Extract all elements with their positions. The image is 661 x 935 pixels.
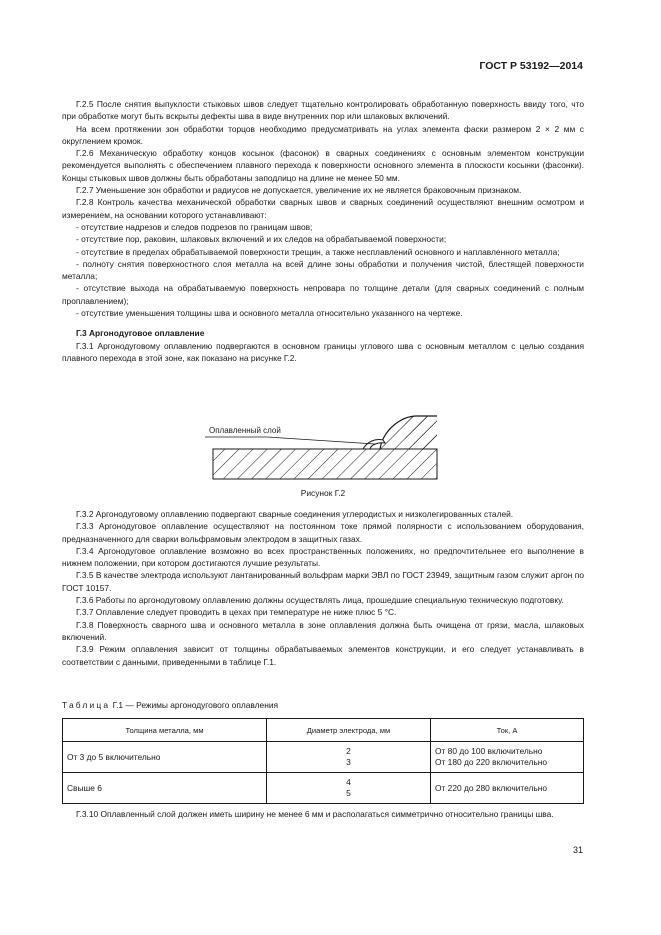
modes-table [62, 718, 584, 804]
figure-g2 [205, 412, 445, 482]
list-item: - отсутствие выхода на обрабатываемую поверхность непровара по толщине детали (для сварных соединений с полным проплавлением); [62, 283, 584, 306]
cell-thickness: Свыше 6 [63, 773, 267, 804]
paragraph-g36: Г.3.6 Работы по аргонодуговому оплавлению должны осуществлять лица, прошедшие специальную техническую подготовку. [76, 595, 564, 606]
list-item: - полноту снятия поверхностного слоя металла на всей длине зоны обработки и получения чистой, блестящей поверхности металла; [62, 258, 584, 282]
text-block-top [62, 98, 584, 364]
diameter-value: 4 [346, 777, 351, 787]
document-code: ГОСТ Р 53192—2014 [479, 60, 583, 72]
paragraph-g35: Г.3.5 В качестве электрода используют лантанированный вольфрам марки ЭВЛ по ГОСТ 23949, защитным газом служит аргон по ГОСТ 10157. [62, 570, 584, 593]
table-title [62, 700, 278, 710]
cell-diameter [267, 773, 431, 804]
paragraph-chamfer: На всем протяжении зон обработки торцов необходимо предусматривать на углах элемента фаски размером 2 × 2 мм с округлением кромок. [62, 123, 584, 146]
column-header-thickness: Толщина металла, мм [63, 719, 267, 742]
diameter-value: 3 [346, 757, 351, 767]
table-header-row [63, 719, 584, 742]
page-number: 31 [572, 845, 583, 855]
paragraph-g25: Г.2.5 После снятия выпуклости стыковых швов следует тщательно контролировать обработанную поверхность ввиду того, что при обработке могут быть вскрыты дефекты шва в виде внутренних пор или шлаковых включений. [62, 99, 584, 122]
current-value: От 220 до 280 включительно [435, 782, 548, 793]
section-heading: Г.3 Аргонодуговое оплавление [76, 328, 205, 339]
figure-label: Оплавленный слой [209, 426, 281, 435]
cell-diameter [267, 742, 431, 773]
cell-thickness: От 3 до 5 включительно [63, 742, 267, 773]
paragraph-g37: Г.3.7 Оплавление следует проводить в цехах при температуре не ниже плюс 5 °С. [76, 607, 397, 618]
paragraph-g31: Г.3.1 Аргонодуговому оплавлению подвергаются в основном границы углового шва с основным металлом с целью создания плавного перехода в этой зоне, как показано на рисунке Г.2. [62, 340, 584, 363]
list-item: - отсутствие в пределах обрабатываемой поверхности трещин, а также несплавлений основного и наплавленного металла; [76, 246, 560, 257]
figure-caption: Рисунок Г.2 [300, 488, 346, 498]
table-row [63, 773, 584, 804]
cell-current [431, 773, 584, 804]
text-block-end [62, 808, 584, 820]
column-header-current: Ток, А [431, 719, 584, 742]
paragraph-g34: Г.3.4 Аргонодуговое оплавление возможно во всех пространственных положениях, но предпочтительнее его выполнение в нижнем положении, при котором достигаются лучшие результаты. [62, 545, 584, 569]
weld-drawing [205, 412, 445, 482]
current-value: От 180 до 220 включительно [435, 757, 548, 767]
paragraph-g28: Г.2.8 Контроль качества механической обработки сварных швов и сварных соединений осуществляют внешним осмотром и измерением, на основании которого устанавливают: [62, 197, 584, 220]
base-plate [213, 449, 437, 479]
paragraph-g27: Г.2.7 Уменьшение зон обработки и радиусов не допускается, увеличение их не является браковочным признаком. [76, 185, 522, 196]
list-item: - отсутствие пор, раковин, шлаковых включений и их следов на обрабатываемой поверхности; [76, 234, 447, 245]
cell-current [431, 742, 584, 773]
diameter-value: 2 [346, 746, 351, 756]
list-item: - отсутствие уменьшения толщины шва и основного металла относительно указанного на чертеже. [76, 308, 463, 319]
column-header-diameter: Диаметр электрода, мм [267, 719, 431, 742]
paragraph-g26: Г.2.6 Механическую обработку концов косынок (фасонок) в сварных соединениях с основным элементом конструкции рекомендуется выполнять с обеспечением плавного перехода к поверхности основного элемента в плоскости косынки (фасонки). Концы стыковых швов должны быть обработаны заподлицо на длине не менее 50 мм. [62, 148, 584, 183]
table-title-word: Таблица [62, 700, 111, 710]
table-title-text: Г.1 — Режимы аргонодугового оплавления [112, 700, 279, 710]
leader-line [267, 437, 375, 444]
text-block-bottom [62, 508, 584, 668]
diameter-value: 5 [346, 788, 351, 798]
list-item: - отсутствие надрезов и следов подрезов по границам швов; [76, 221, 313, 232]
paragraph-g310: Г.3.10 Оплавленный слой должен иметь ширину не менее 6 мм и располагаться симметрично относительно границы шва. [76, 809, 554, 819]
paragraph-g33: Г.3.3 Аргонодуговое оплавление осуществляют на постоянном токе прямой полярности с использованием оборудования, предназначенного для сварки вольфрамовым электродом в защитных газах. [62, 521, 584, 544]
table-row [63, 742, 584, 773]
current-value: От 80 до 100 включительно [435, 746, 543, 756]
paragraph-g32: Г.3.2 Аргонодуговому оплавлению подвергают сварные соединения углеродистых и низколегированных сталей. [76, 509, 514, 519]
paragraph-g39: Г.3.9 Режим оплавления зависит от толщины обрабатываемых элементов конструкции, и его следует устанавливать в соответствии с данными, приведенными в таблице Г.1. [62, 644, 584, 667]
paragraph-g38: Г.3.8 Поверхность сварного шва и основного металла в зоне оплавления должна быть очищена от грязи, масла, шлаковых включений. [62, 619, 584, 642]
